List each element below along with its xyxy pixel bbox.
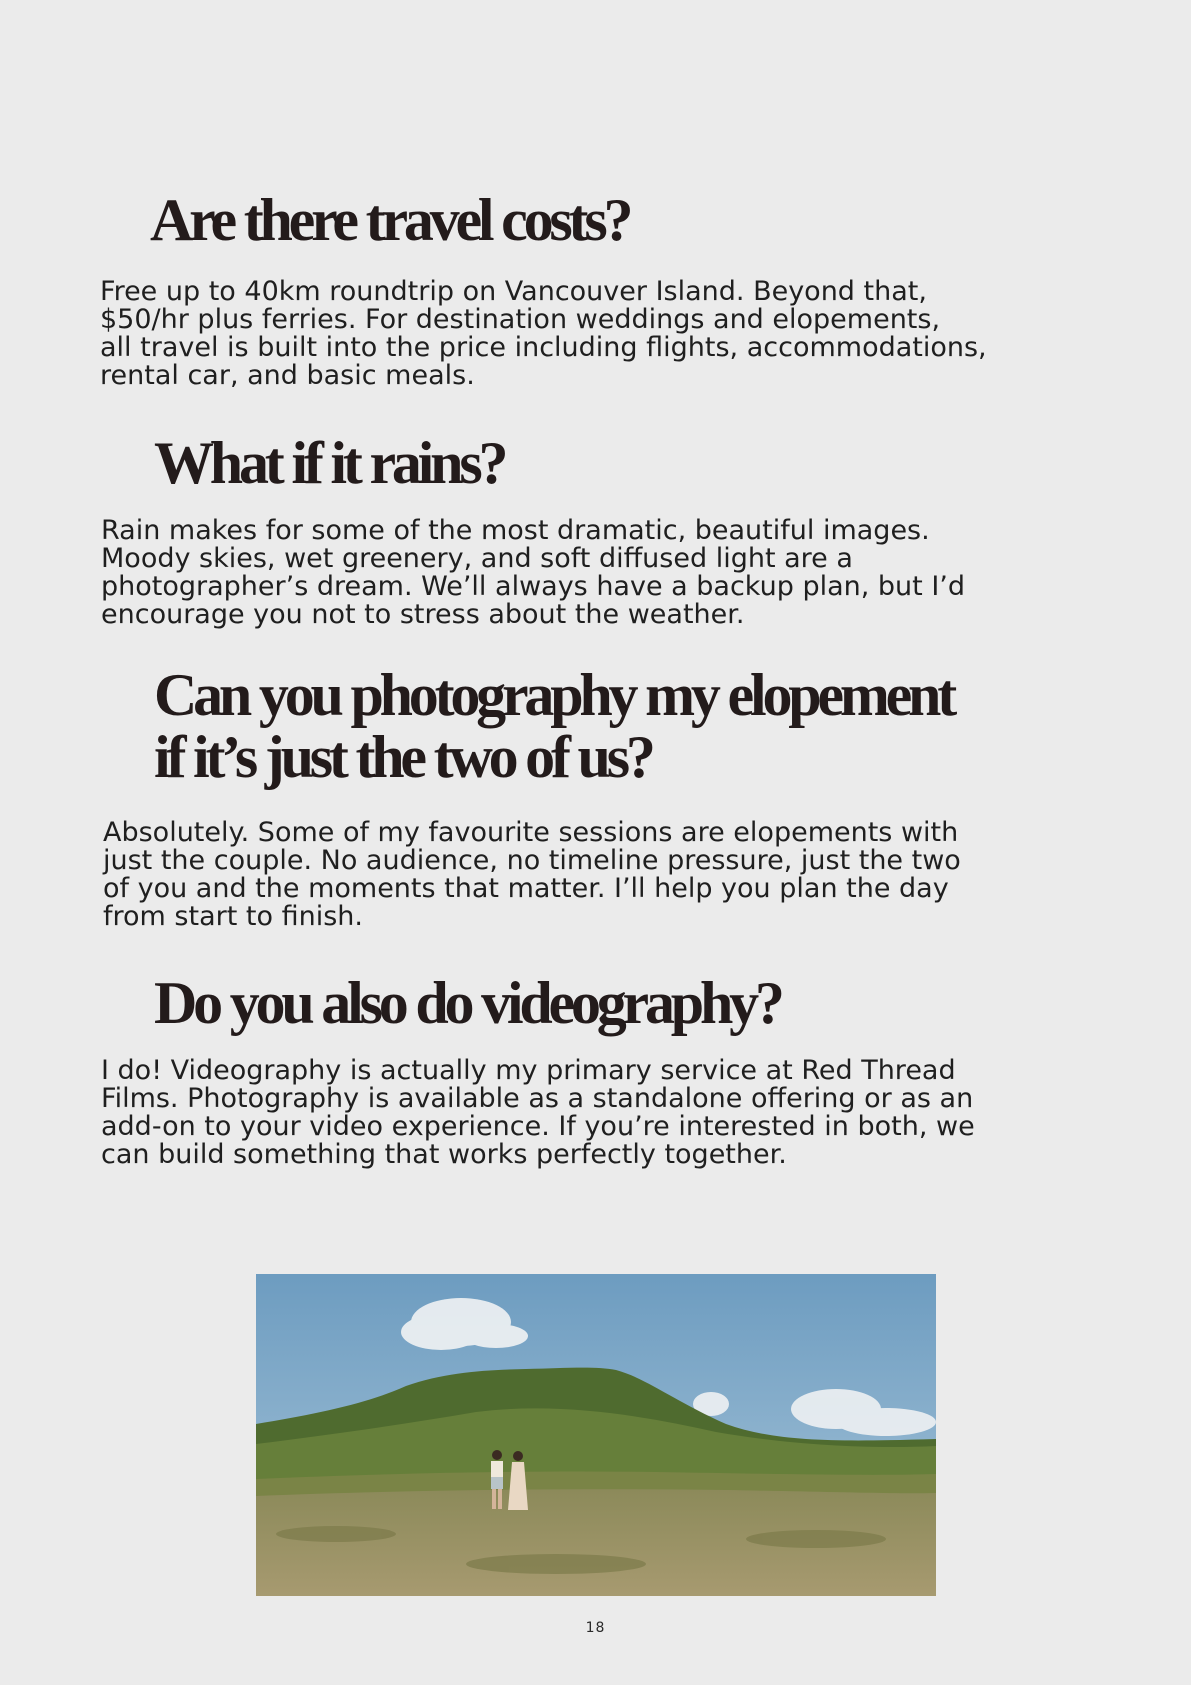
answer-line: can build something that works perfectly together.: [101, 1139, 787, 1170]
faq-answer-rain: [101, 517, 1041, 629]
faq-question-elopement: [154, 664, 953, 788]
question-line: Can you photography my elopement: [154, 662, 953, 728]
faq-question-travel-costs: Are there travel costs?: [150, 187, 630, 253]
faq-question-videography: Do you also do videography?: [154, 970, 781, 1036]
answer-line: Films. Photography is available as a standalone offering or as an: [101, 1083, 974, 1114]
couple-on-grassy-hill-photo: [256, 1274, 936, 1596]
answer-line: $50/hr plus ferries. For destination weddings and elopements,: [100, 304, 941, 335]
faq-answer-travel-costs: [100, 278, 1040, 390]
answer-line: Moody skies, wet greenery, and soft diffused light are a: [101, 543, 853, 574]
answer-line: photographer’s dream. We’ll always have a backup plan, but I’d: [101, 571, 966, 602]
faq-answer-videography: [101, 1057, 1041, 1169]
answer-line: rental car, and basic meals.: [100, 360, 475, 391]
answer-line: from start to finish.: [103, 901, 363, 932]
answer-line: Free up to 40km roundtrip on Vancouver Island. Beyond that,: [100, 276, 927, 307]
answer-line: add-on to your video experience. If you’re interested in both, we: [101, 1111, 975, 1142]
question-line: if it’s just the two of us?: [154, 724, 652, 790]
answer-line: encourage you not to stress about the weather.: [101, 599, 745, 630]
faq-question-rain: What if it rains?: [154, 430, 505, 496]
answer-line: Absolutely. Some of my favourite sessions are elopements with: [103, 817, 959, 848]
answer-line: I do! Videography is actually my primary service at Red Thread: [101, 1055, 956, 1086]
answer-line: just the couple. No audience, no timeline pressure, just the two: [103, 845, 961, 876]
faq-answer-elopement: [103, 819, 1043, 931]
answer-line: all travel is built into the price including flights, accommodations,: [100, 332, 987, 363]
page-number: 18: [585, 1620, 606, 1636]
answer-line: of you and the moments that matter. I’ll help you plan the day: [103, 873, 949, 904]
answer-line: Rain makes for some of the most dramatic, beautiful images.: [101, 515, 930, 546]
